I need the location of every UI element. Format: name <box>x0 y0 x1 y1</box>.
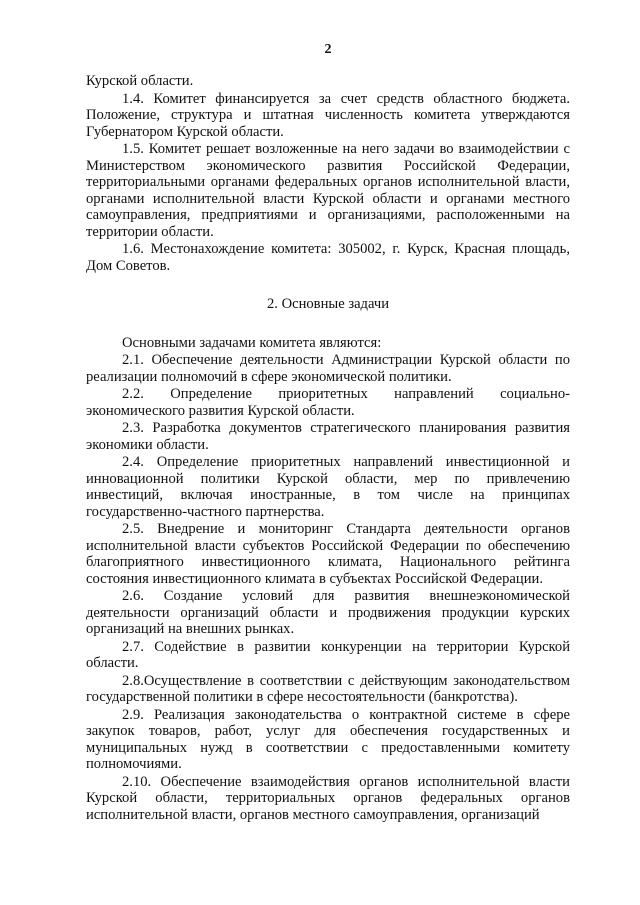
paragraph-2-5: 2.5. Внедрение и мониторинг Стандарта деятельности органов исполнительной власти субъектов Российской Федерации по обеспечению благоприятного инвестиционного климата, Национального рейтинга состояния инвестиционного климата в субъектах Российской Федерации. <box>86 521 570 587</box>
paragraph-intro: Основными задачами комитета являются: <box>122 334 382 351</box>
paragraph-2-9: 2.9. Реализация законодательства о контрактной системе в сфере закупок товаров, работ, услуг для обеспечения государственных и муниципальных нужд в соответствии с предоставленными комитету полномочиями. <box>86 706 570 772</box>
paragraph-2-10: 2.10. Обеспечение взаимодействия органов исполнительной власти Курской области, территориальных органов федеральных органов исполнительной власти, органов местного самоуправления, организаций <box>86 773 570 823</box>
paragraph-2-3: 2.3. Разработка документов стратегического планирования развития экономики области. <box>86 420 570 453</box>
paragraph-2-8: 2.8.Осуществление в соответствии с действующим законодательством государственной политики в сфере несостоятельности (банкротства). <box>86 672 570 705</box>
page-number: 2 <box>324 42 332 57</box>
paragraph-1-4: 1.4. Комитет финансируется за счет средств областного бюджета. Положение, структура и штатная численность комитета утверждаются Губернатором Курской области. <box>86 90 570 140</box>
paragraph-continuation: Курской области. <box>86 73 194 89</box>
paragraph-2-4: 2.4. Определение приоритетных направлений инвестиционной и инновационной политики Курской области, мер по привлечению инвестиций, включая иностранные, в том числе на принципах государственно-частного партнерства. <box>86 454 570 520</box>
paragraph-1-6: 1.6. Местонахождение комитета: 305002, г. Курск, Красная площадь, Дом Советов. <box>86 241 570 274</box>
section-heading: 2. Основные задачи <box>266 296 390 312</box>
paragraph-2-2: 2.2. Определение приоритетных направлений социально-экономического развития Курской области. <box>86 386 570 419</box>
paragraph-2-7: 2.7. Содействие в развитии конкуренции на территории Курской области. <box>86 638 570 671</box>
paragraph-2-1: 2.1. Обеспечение деятельности Администрации Курской области по реализации полномочий в сфере экономической политики. <box>86 352 570 385</box>
paragraph-1-5: 1.5. Комитет решает возложенные на него задачи во взаимодействии с Министерством экономического развития Российской Федерации, территориальными органами федеральных органов исполнительной власти, органами исполнительной власти Курской области и органами местного самоуправления, предприятиями и организациями, расположенными на территории области. <box>86 141 570 240</box>
paragraph-2-6: 2.6. Создание условий для развития внешнеэкономической деятельности организаций области и продвижения продукции курских организаций на внешних рынках. <box>86 588 570 637</box>
